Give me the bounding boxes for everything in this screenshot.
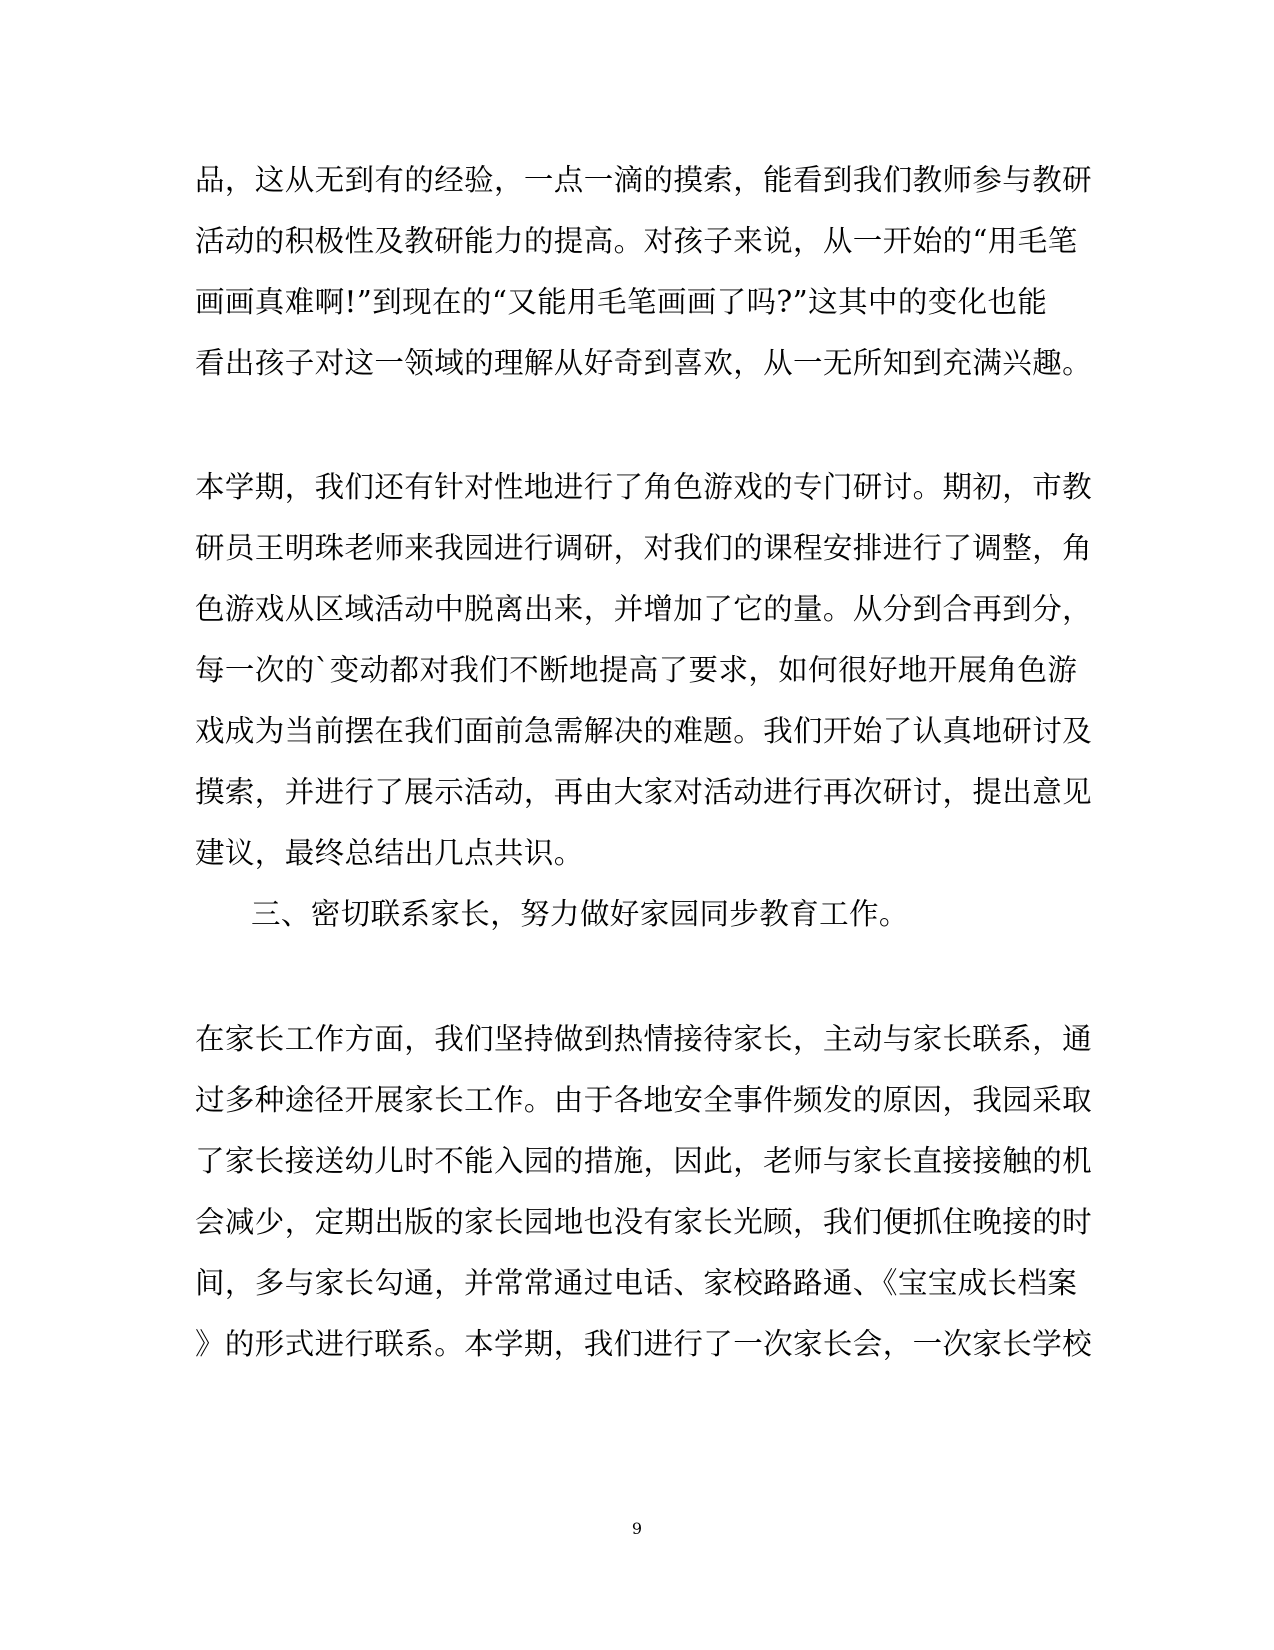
section-heading: 三、密切联系家长，努力做好家园同步教育工作。 (251, 897, 909, 931)
text-line: 建议，最终总结出几点共识。 (195, 836, 584, 870)
text-line: 看出孩子对这一领域的理解从好奇到喜欢，从一无所知到充满兴趣。 (195, 346, 1093, 380)
page-number: 9 (631, 1519, 643, 1538)
text-line: 》的形式进行联系。本学期，我们进行了一次家长会，一次家长学校 (195, 1327, 1093, 1361)
text-line: 过多种途径开展家长工作。由于各地安全事件频发的原因，我园采取 (195, 1083, 1093, 1117)
text-line: 摸索，并进行了展示活动，再由大家对活动进行再次研讨，提出意见 (195, 775, 1093, 809)
text-line: 戏成为当前摆在我们面前急需解决的难题。我们开始了认真地研讨及 (195, 714, 1093, 748)
text-line: 品，这从无到有的经验，一点一滴的摸索，能看到我们教师参与教研 (195, 163, 1093, 197)
text-line: 色游戏从区域活动中脱离出来，并增加了它的量。从分到合再到分， (195, 592, 1093, 626)
text-line: 了家长接送幼儿时不能入园的措施，因此，老师与家长直接接触的机 (195, 1144, 1093, 1178)
text-line: 画画真难啊!”到现在的“又能用毛笔画画了吗?”这其中的变化也能 (195, 285, 1048, 319)
text-line: 活动的积极性及教研能力的提高。对孩子来说，从一开始的“用毛笔 (195, 224, 1078, 258)
text-line: 会减少，定期出版的家长园地也没有家长光顾，我们便抓住晚接的时 (195, 1205, 1093, 1239)
text-line: 每一次的`变动都对我们不断地提高了要求，如何很好地开展角色游 (195, 653, 1078, 687)
text-line: 间，多与家长勾通，并常常通过电话、家校路路通、《宝宝成长档案 (195, 1266, 1078, 1300)
text-line: 研员王明珠老师来我园进行调研，对我们的课程安排进行了调整，角 (195, 531, 1093, 565)
text-line: 本学期，我们还有针对性地进行了角色游戏的专门研讨。期初，市教 (195, 470, 1093, 504)
text-line: 在家长工作方面，我们坚持做到热情接待家长，主动与家长联系，通 (195, 1022, 1093, 1056)
